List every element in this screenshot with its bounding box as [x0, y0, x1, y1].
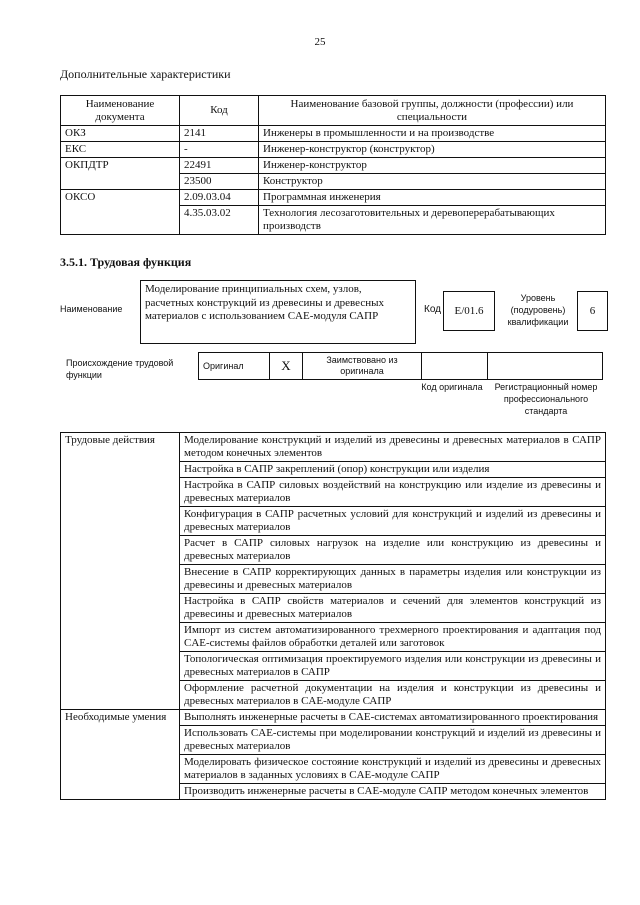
cell-name: Инженер-конструктор (конструктор)	[259, 142, 606, 158]
cell-name: Инженеры в промышленности и на производстве	[259, 126, 606, 142]
table-row	[61, 126, 606, 142]
table-row	[61, 433, 606, 462]
page-number: 25	[314, 36, 326, 48]
additional-characteristics-table	[60, 95, 606, 235]
table-row	[61, 142, 606, 158]
table-row	[61, 710, 606, 726]
origin-code-caption: Код оригинала	[421, 382, 483, 392]
function-details-table	[60, 432, 606, 800]
cell-code: 4.35.03.02	[180, 206, 259, 235]
table-row	[61, 158, 606, 174]
skills-item: Моделировать физическое состояние конструкций и изделий из древесины и древесных материалов в заданных условиях в CAE-модуле САПР	[180, 755, 606, 784]
additional-characteristics-title: Дополнительные характеристики	[60, 67, 231, 81]
actions-category-label: Трудовые действия	[61, 433, 180, 710]
actions-item: Топологическая оптимизация проектируемого изделия или конструкции из древесины и древесных материалов в САПР	[180, 652, 606, 681]
origin-code-cell	[422, 353, 488, 380]
origin-label: Происхождение трудовой функции	[66, 358, 174, 380]
cell-name: Конструктор	[259, 174, 606, 190]
skills-item: Использовать CAE-системы при моделировании конструкций и изделий из древесины и древесных материалов	[180, 726, 606, 755]
cell-name: Программная инженерия	[259, 190, 606, 206]
cell-document: ЕКС	[61, 142, 180, 158]
skills-item: Выполнять инженерные расчеты в CAE-системах автоматизированного проектирования	[180, 710, 606, 726]
cell-code: 22491	[180, 158, 259, 174]
actions-item: Настройка в САПР свойств материалов и сечений для элементов конструкций из древесины и древесных материалов	[180, 594, 606, 623]
cell-document: ОКЗ	[61, 126, 180, 142]
original-label: Оригинал	[199, 353, 270, 380]
level-label: Уровень (подуровень) квалификации	[507, 293, 569, 327]
cell-name: Технология лесозаготовительных и деревоперерабатывающих производств	[259, 206, 606, 235]
actions-item: Настройка в САПР силовых воздействий на конструкцию или изделие из древесины и древесных материалов	[180, 478, 606, 507]
cell-code: 23500	[180, 174, 259, 190]
actions-item: Конфигурация в САПР расчетных условий для конструкций и изделий из древесины и древесных материалов	[180, 507, 606, 536]
table-row	[61, 190, 606, 206]
skills-category-label: Необходимые умения	[61, 710, 180, 800]
code-label: Код	[424, 304, 442, 315]
cell-document: ОКСО	[61, 190, 180, 235]
level-value-box: 6	[577, 291, 608, 331]
header-code: Код	[180, 96, 259, 126]
header-document: Наименование документа	[61, 96, 180, 126]
cell-name: Инженер-конструктор	[259, 158, 606, 174]
registration-number-caption: Регистрационный номер профессионального стандарта	[494, 382, 598, 416]
actions-item: Расчет в САПР силовых нагрузок на изделие или конструкцию из древесины и древесных материалов	[180, 536, 606, 565]
function-code-box: E/01.6	[443, 291, 495, 331]
cell-document: ОКПДТР	[61, 158, 180, 190]
actions-item: Оформление расчетной документации на изделия и конструкции из древесины и древесных материалов в CAE-модуле САПР	[180, 681, 606, 710]
actions-item: Импорт из систем автоматизированного трехмерного проектирования и адаптация под CAE-системы файлов обработки деталей или заготовок	[180, 623, 606, 652]
name-label: Наименование	[60, 304, 123, 314]
actions-item: Внесение в САПР корректирующих данных в параметры изделия или конструкции из древесины и древесных материалов	[180, 565, 606, 594]
cell-code: -	[180, 142, 259, 158]
borrowed-label: Заимствовано из оригинала	[303, 353, 422, 380]
origin-reg-cell	[488, 353, 603, 380]
origin-table	[198, 352, 603, 380]
section-title: 3.5.1. Трудовая функция	[60, 255, 192, 269]
cell-code: 2.09.03.04	[180, 190, 259, 206]
original-mark: X	[270, 353, 303, 380]
actions-item: Настройка в САПР закреплений (опор) конструкции или изделия	[180, 462, 606, 478]
function-name-box: Моделирование принципиальных схем, узлов, расчетных конструкций из древесины и древесных материалов с использованием CAE-модуля САПР	[140, 280, 416, 344]
actions-item: Моделирование конструкций и изделий из древесины и древесных материалов в САПР методом конечных элементов	[180, 433, 606, 462]
skills-item: Производить инженерные расчеты в CAE-модуле САПР методом конечных элементов	[180, 784, 606, 800]
cell-code: 2141	[180, 126, 259, 142]
header-group-name: Наименование базовой группы, должности (профессии) или специальности	[259, 96, 606, 126]
